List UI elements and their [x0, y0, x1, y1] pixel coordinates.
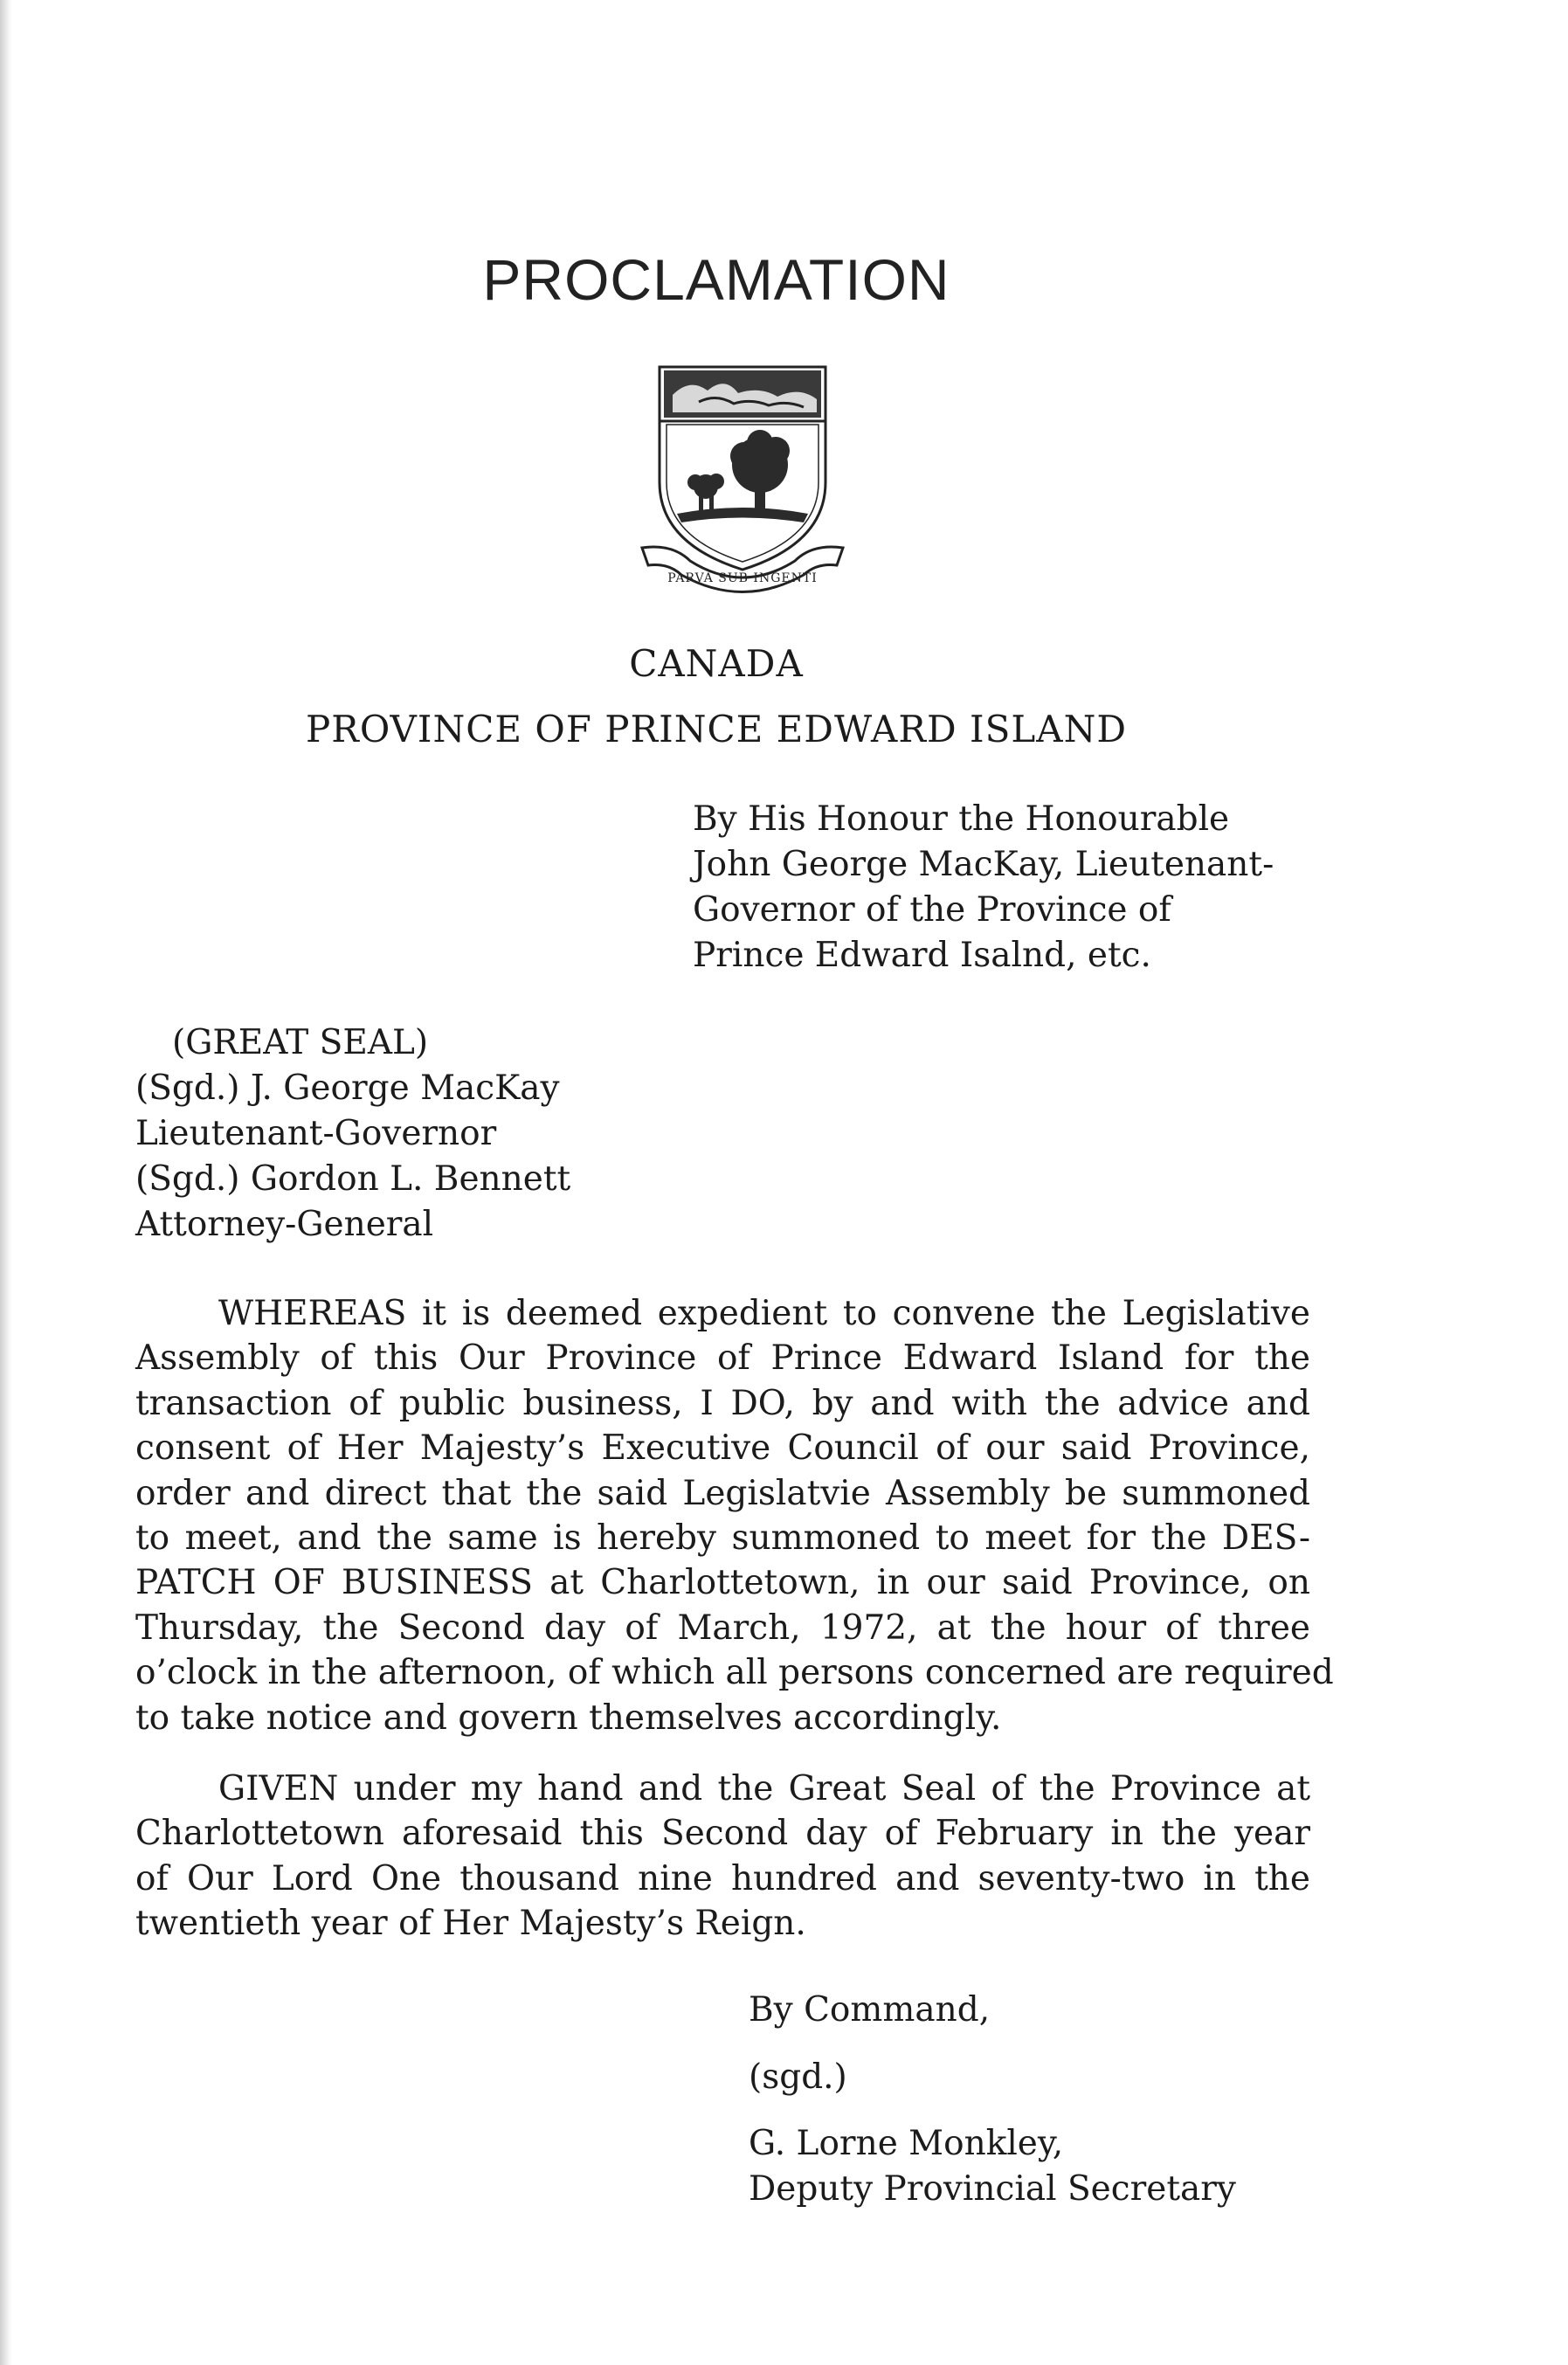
- whereas-paragraph: [135, 1291, 1334, 1740]
- signature-line: (Sgd.) J. George MacKay: [135, 1068, 560, 1108]
- by-command-label: By Command,: [749, 1990, 991, 2030]
- signature-line: Lieutenant-Governor: [135, 1114, 497, 1153]
- country-heading: CANADA: [629, 642, 804, 685]
- coat-of-arms-icon: [638, 360, 847, 596]
- paragraph-line: of Our Lord One thousand nine hundred and seventy-two in the: [135, 1858, 1310, 1898]
- paragraph-line: Thursday, the Second day of March, 1972, at the hour of three: [135, 1608, 1310, 1648]
- given-paragraph: [135, 1767, 1310, 1947]
- province-heading: PROVINCE OF PRINCE EDWARD ISLAND: [305, 708, 1128, 750]
- page-title: PROCLAMATION: [482, 247, 950, 312]
- honour-line: Governor of the Province of: [693, 890, 1171, 930]
- honour-block: [693, 797, 1274, 979]
- honour-line: John George MacKay, Lieutenant-: [693, 845, 1274, 884]
- signature-block: [135, 1020, 570, 1248]
- signature-line: (Sgd.) Gordon L. Bennett: [135, 1159, 571, 1199]
- honour-line: By His Honour the Honourable: [693, 799, 1230, 839]
- sgd-label: (sgd.): [749, 2057, 847, 2097]
- paragraph-line: twentieth year of Her Majesty’s Reign.: [135, 1904, 806, 1944]
- paragraph-line: order and direct that the said Legislatvie Assembly be summoned: [135, 1473, 1310, 1513]
- paragraph-line: Charlottetown aforesaid this Second day of February in the year: [135, 1814, 1310, 1854]
- paragraph-line: consent of Her Majesty’s Executive Council of our said Province,: [135, 1428, 1310, 1469]
- paragraph-line: o’clock in the afternoon, of which all persons concerned are required: [135, 1653, 1334, 1693]
- honour-line: Prince Edward Isalnd, etc.: [693, 936, 1151, 975]
- scan-edge: [0, 0, 12, 2365]
- paragraph-line: WHEREAS it is deemed expedient to convene the Legislative: [218, 1294, 1310, 1333]
- paragraph-line: transaction of public business, I DO, by and with the advice and: [135, 1383, 1310, 1423]
- paragraph-line: GIVEN under my hand and the Great Seal of the Province at: [218, 1769, 1310, 1808]
- paragraph-line: to meet, and the same is hereby summoned to meet for the DES-: [135, 1518, 1310, 1559]
- great-seal-label: (GREAT SEAL): [172, 1023, 429, 1062]
- paragraph-line: to take notice and govern themselves accordingly.: [135, 1698, 1002, 1738]
- paragraph-line: Assembly of this Our Province of Prince Edward Island for the: [135, 1338, 1310, 1379]
- signatory-position: Deputy Provincial Secretary: [749, 2169, 1236, 2209]
- signature-line: Attorney-General: [135, 1205, 434, 1244]
- paragraph-line: PATCH OF BUSINESS at Charlottetown, in our said Province, on: [135, 1563, 1310, 1603]
- signatory-name: G. Lorne Monkley,: [749, 2124, 1064, 2163]
- svg-text:PARVA SUB INGENTI: PARVA SUB INGENTI: [667, 571, 818, 585]
